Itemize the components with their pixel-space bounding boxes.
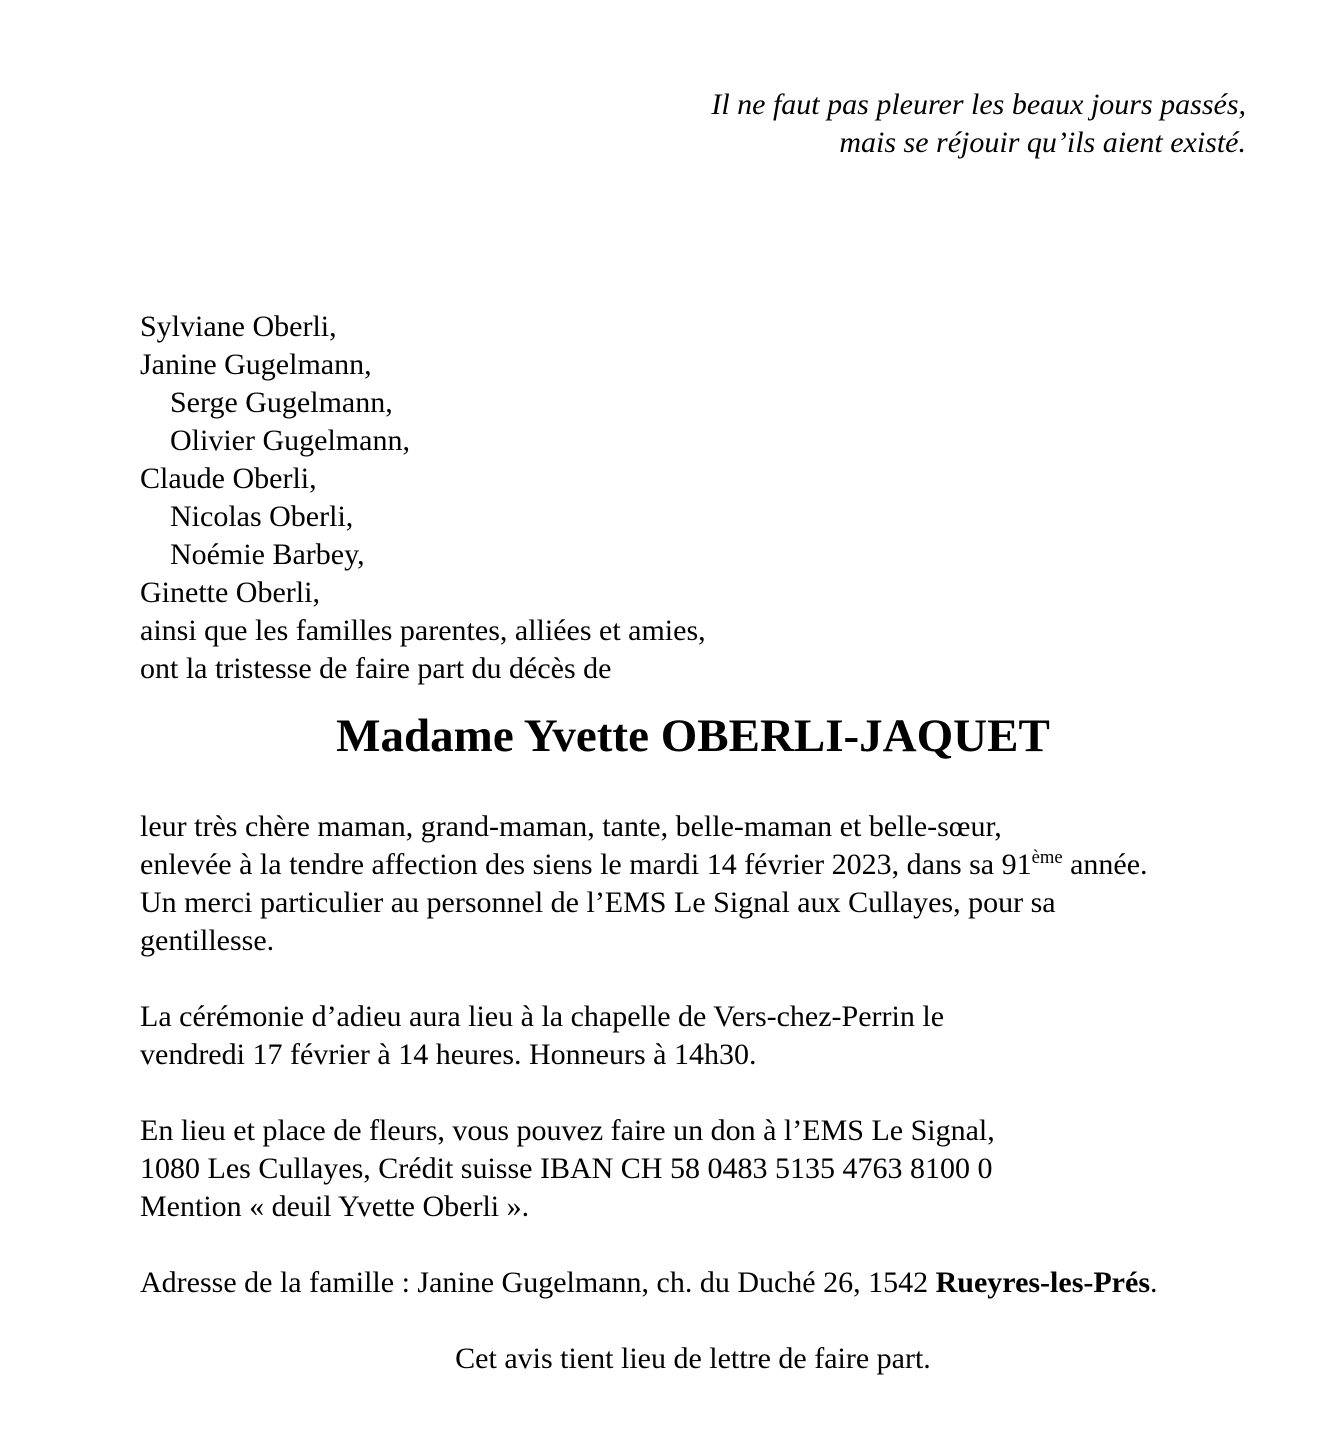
tribute-line-1: leur très chère maman, grand-maman, tante, belle-maman et belle-sœur, bbox=[140, 810, 1002, 843]
tribute-line-4: gentillesse. bbox=[140, 924, 275, 957]
address-locality-bold: Rueyres-les-Prés bbox=[935, 1266, 1150, 1299]
epigraph-line-1: Il ne faut pas pleurer les beaux jours passés, bbox=[711, 88, 1246, 121]
address-text: Adresse de la famille : Janine Gugelmann, ch. du Duché 26, 1542 bbox=[140, 1266, 936, 1299]
family-name-sylviane-oberli: Sylviane Oberli, bbox=[140, 310, 337, 343]
announcement-intro-line: ont la tristesse de faire part du décès de bbox=[140, 652, 612, 685]
family-name-serge-gugelmann: Serge Gugelmann, bbox=[170, 386, 393, 419]
donation-line-2: 1080 Les Cullayes, Crédit suisse IBAN CH 58 0483 5135 4763 8100 0 bbox=[140, 1152, 993, 1185]
donation-line-3: Mention « deuil Yvette Oberli ». bbox=[140, 1190, 530, 1223]
donation-line-1: En lieu et place de fleurs, vous pouvez faire un don à l’EMS Le Signal, bbox=[140, 1114, 995, 1147]
family-name-ginette-oberli: Ginette Oberli, bbox=[140, 576, 320, 609]
family-name-claude-oberli: Claude Oberli, bbox=[140, 462, 317, 495]
family-name-janine-gugelmann: Janine Gugelmann, bbox=[140, 348, 372, 381]
family-name-noemie-barbey: Noémie Barbey, bbox=[170, 538, 365, 571]
tribute-paragraph bbox=[140, 808, 1246, 960]
family-address-line bbox=[140, 1264, 1246, 1302]
tribute-line-2-end: année. bbox=[1062, 848, 1148, 881]
families-intro-line: ainsi que les familles parentes, alliées et amies, bbox=[140, 614, 706, 647]
family-names-list bbox=[140, 308, 1246, 688]
tribute-line-2-text: enlevée à la tendre affection des siens le mardi 14 février 2023, dans sa 91 bbox=[140, 848, 1032, 881]
ceremony-paragraph bbox=[140, 998, 1246, 1074]
epigraph-line-2: mais se réjouir qu’ils aient existé. bbox=[839, 126, 1246, 159]
family-name-olivier-gugelmann: Olivier Gugelmann, bbox=[170, 424, 410, 457]
ceremony-line-1: La cérémonie d’adieu aura lieu à la chapelle de Vers-chez-Perrin le bbox=[140, 1000, 945, 1033]
epigraph bbox=[140, 86, 1246, 162]
family-name-nicolas-oberli: Nicolas Oberli, bbox=[170, 500, 354, 533]
closing-line: Cet avis tient lieu de lettre de faire part. bbox=[455, 1342, 931, 1375]
address-period: . bbox=[1150, 1266, 1158, 1299]
ordinal-superscript: ème bbox=[1031, 847, 1063, 868]
tribute-line-2 bbox=[140, 846, 1246, 884]
ceremony-line-2: vendredi 17 février à 14 heures. Honneurs à 14h30. bbox=[140, 1038, 757, 1071]
deceased-name-title: Madame Yvette OBERLI-JAQUET bbox=[336, 710, 1050, 762]
tribute-line-3: Un merci particulier au personnel de l’EMS Le Signal aux Cullayes, pour sa bbox=[140, 886, 1056, 919]
donation-paragraph bbox=[140, 1112, 1246, 1226]
